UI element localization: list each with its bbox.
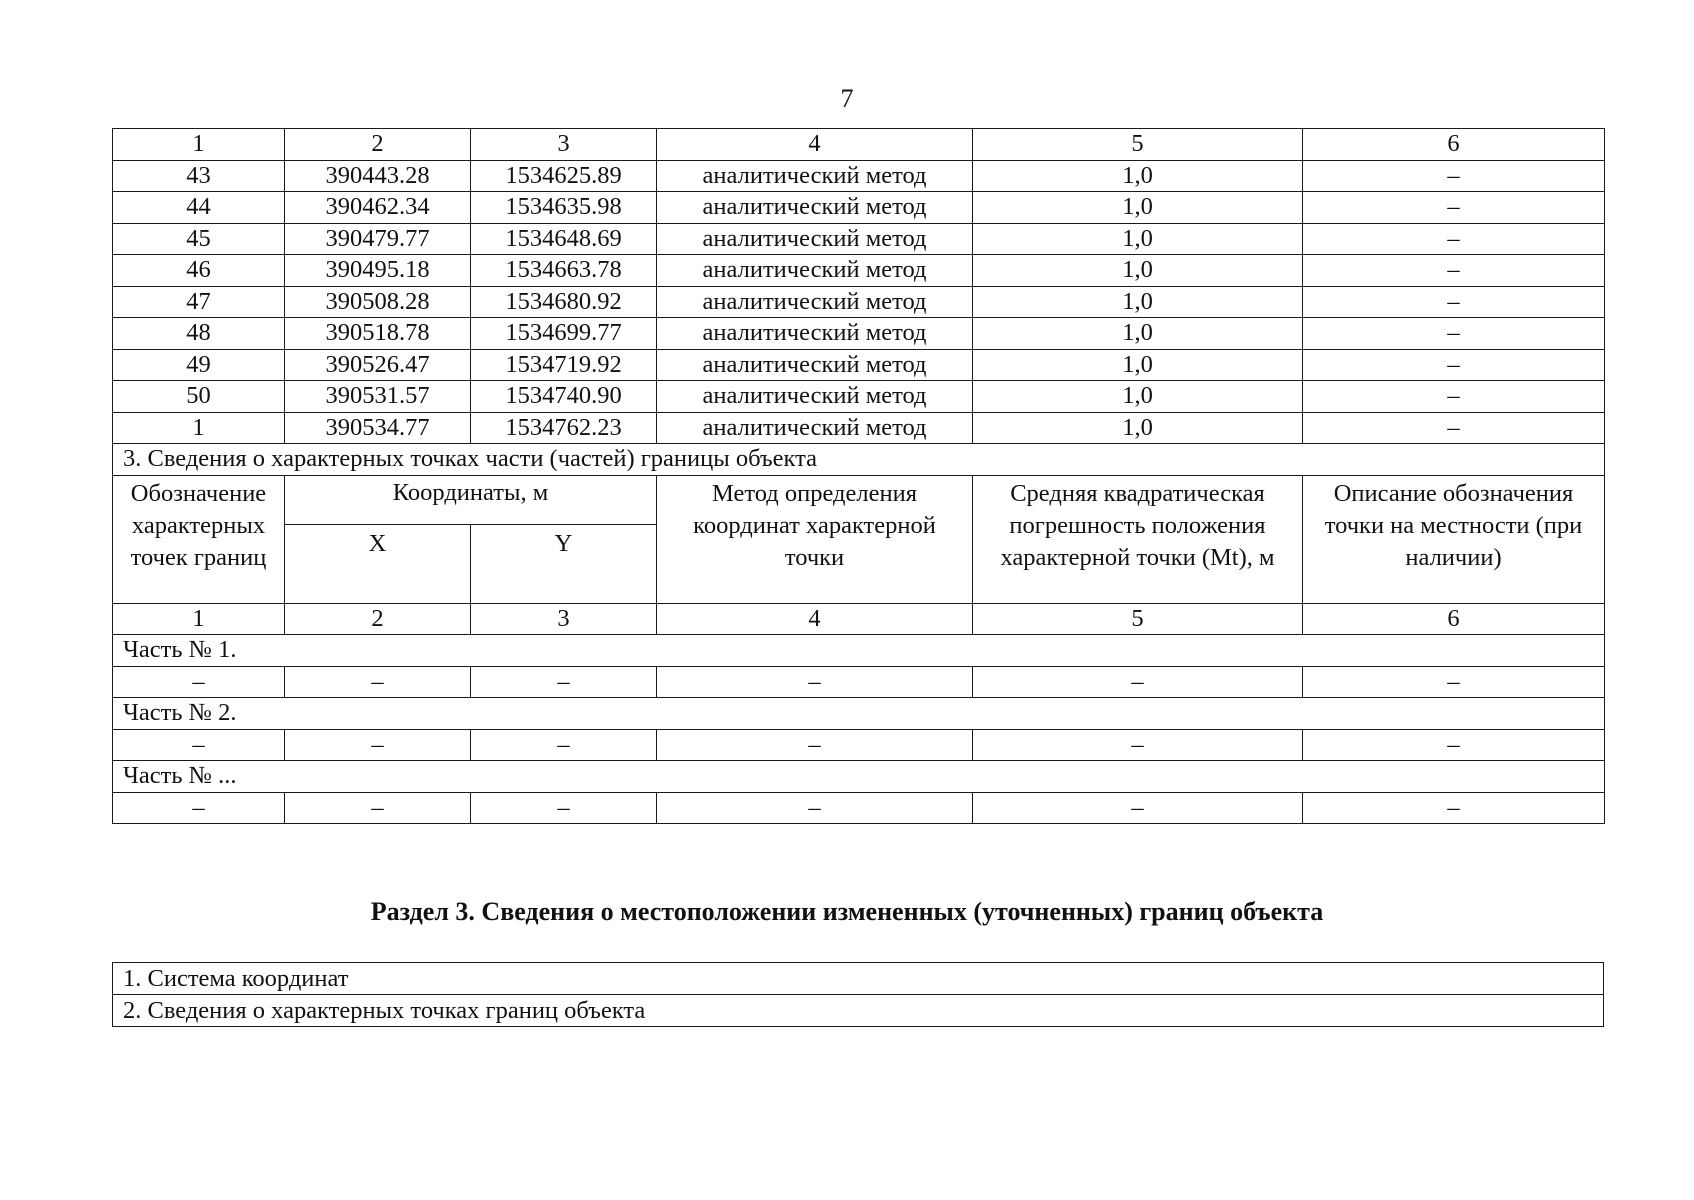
dash-cell: – [657, 792, 973, 824]
point-description: – [1303, 381, 1605, 413]
dash-cell: – [973, 666, 1303, 698]
point-description: – [1303, 286, 1605, 318]
header-x: X [285, 524, 471, 603]
table-row [113, 349, 1605, 381]
point-description: – [1303, 255, 1605, 287]
coordinate-y: 1534625.89 [471, 160, 657, 192]
section3-table [112, 962, 1604, 1027]
method: аналитический метод [657, 381, 973, 413]
part-label-row [113, 761, 1605, 793]
coordinate-x: 390508.28 [285, 286, 471, 318]
coordinate-y: 1534740.90 [471, 381, 657, 413]
table-row [113, 192, 1605, 224]
part-label: Часть № 1. [113, 635, 1605, 667]
mt-value: 1,0 [973, 160, 1303, 192]
dash-cell: – [657, 666, 973, 698]
dash-cell: – [113, 792, 285, 824]
section3-item: 2. Сведения о характерных точках границ объекта [113, 995, 1604, 1027]
coordinate-x: 390443.28 [285, 160, 471, 192]
point-description: – [1303, 160, 1605, 192]
dash-cell: – [471, 666, 657, 698]
header-y: Y [471, 524, 657, 603]
table-row [113, 412, 1605, 444]
table-row [113, 666, 1605, 698]
column-number: 4 [657, 129, 973, 161]
column-number: 5 [973, 603, 1303, 635]
column-number: 1 [113, 129, 285, 161]
header-mt: Средняя квадратическая погрешность положения характерной точки (Mt), м [973, 475, 1303, 603]
point-number: 1 [113, 412, 285, 444]
column-number: 2 [285, 603, 471, 635]
page-number: 7 [840, 84, 854, 113]
mt-value: 1,0 [973, 318, 1303, 350]
characteristic-points-table [112, 128, 1605, 824]
dash-cell: – [1303, 666, 1605, 698]
point-number: 43 [113, 160, 285, 192]
table-row [113, 729, 1605, 761]
method: аналитический метод [657, 286, 973, 318]
column-number: 5 [973, 129, 1303, 161]
column-number: 1 [113, 603, 285, 635]
header-description: Описание обозначения точки на местности (при наличии) [1303, 475, 1605, 603]
dash-cell: – [285, 792, 471, 824]
dash-cell: – [113, 729, 285, 761]
method: аналитический метод [657, 255, 973, 287]
mt-value: 1,0 [973, 223, 1303, 255]
coordinate-x: 390479.77 [285, 223, 471, 255]
header-row [113, 475, 1605, 524]
section3-item: 1. Система координат [113, 963, 1604, 995]
point-number: 44 [113, 192, 285, 224]
part-label-row [113, 635, 1605, 667]
table-row [113, 255, 1605, 287]
point-number: 49 [113, 349, 285, 381]
dash-cell: – [1303, 729, 1605, 761]
dash-cell: – [471, 792, 657, 824]
table-row [113, 286, 1605, 318]
point-number: 47 [113, 286, 285, 318]
coordinate-x: 390462.34 [285, 192, 471, 224]
section3-row [113, 963, 1604, 995]
point-number: 50 [113, 381, 285, 413]
coordinate-x: 390518.78 [285, 318, 471, 350]
mt-value: 1,0 [973, 412, 1303, 444]
part-label: Часть № 2. [113, 698, 1605, 730]
table-row [113, 223, 1605, 255]
point-description: – [1303, 223, 1605, 255]
dash-cell: – [1303, 792, 1605, 824]
coordinate-y: 1534762.23 [471, 412, 657, 444]
table-row [113, 160, 1605, 192]
mt-value: 1,0 [973, 192, 1303, 224]
dash-cell: – [285, 666, 471, 698]
point-description: – [1303, 412, 1605, 444]
point-number: 48 [113, 318, 285, 350]
coordinate-x: 390495.18 [285, 255, 471, 287]
section3-title: Раздел 3. Сведения о местоположении измененных (уточненных) границ объекта [370, 897, 1324, 926]
table-row [113, 318, 1605, 350]
dash-cell: – [471, 729, 657, 761]
dash-cell: – [973, 792, 1303, 824]
coordinate-x: 390531.57 [285, 381, 471, 413]
coordinate-y: 1534648.69 [471, 223, 657, 255]
coordinate-x: 390526.47 [285, 349, 471, 381]
method: аналитический метод [657, 223, 973, 255]
coordinate-y: 1534719.92 [471, 349, 657, 381]
column-number: 6 [1303, 603, 1605, 635]
coordinate-y: 1534635.98 [471, 192, 657, 224]
mt-value: 1,0 [973, 381, 1303, 413]
mt-value: 1,0 [973, 255, 1303, 287]
column-number: 2 [285, 129, 471, 161]
point-description: – [1303, 318, 1605, 350]
header-point-designation: Обозначение характерных точек границ [113, 475, 285, 603]
coordinate-x: 390534.77 [285, 412, 471, 444]
mt-value: 1,0 [973, 286, 1303, 318]
part-label: Часть № ... [113, 761, 1605, 793]
point-number: 46 [113, 255, 285, 287]
column-number: 3 [471, 129, 657, 161]
coordinate-y: 1534663.78 [471, 255, 657, 287]
table-row [113, 381, 1605, 413]
column-number: 6 [1303, 129, 1605, 161]
column-number-row [113, 603, 1605, 635]
parts-section-title-row [113, 444, 1605, 476]
header-coordinates: Координаты, м [285, 475, 657, 524]
dash-cell: – [113, 666, 285, 698]
point-description: – [1303, 349, 1605, 381]
point-description: – [1303, 192, 1605, 224]
parts-section-title: 3. Сведения о характерных точках части (частей) границы объекта [113, 444, 1605, 476]
mt-value: 1,0 [973, 349, 1303, 381]
column-number: 4 [657, 603, 973, 635]
method: аналитический метод [657, 318, 973, 350]
method: аналитический метод [657, 412, 973, 444]
dash-cell: – [285, 729, 471, 761]
table-row [113, 792, 1605, 824]
coordinate-y: 1534699.77 [471, 318, 657, 350]
dash-cell: – [657, 729, 973, 761]
point-number: 45 [113, 223, 285, 255]
column-number-row [113, 129, 1605, 161]
header-method: Метод определения координат характерной точки [657, 475, 973, 603]
coordinate-y: 1534680.92 [471, 286, 657, 318]
dash-cell: – [973, 729, 1303, 761]
method: аналитический метод [657, 349, 973, 381]
part-label-row [113, 698, 1605, 730]
method: аналитический метод [657, 192, 973, 224]
method: аналитический метод [657, 160, 973, 192]
column-number: 3 [471, 603, 657, 635]
section3-row [113, 995, 1604, 1027]
